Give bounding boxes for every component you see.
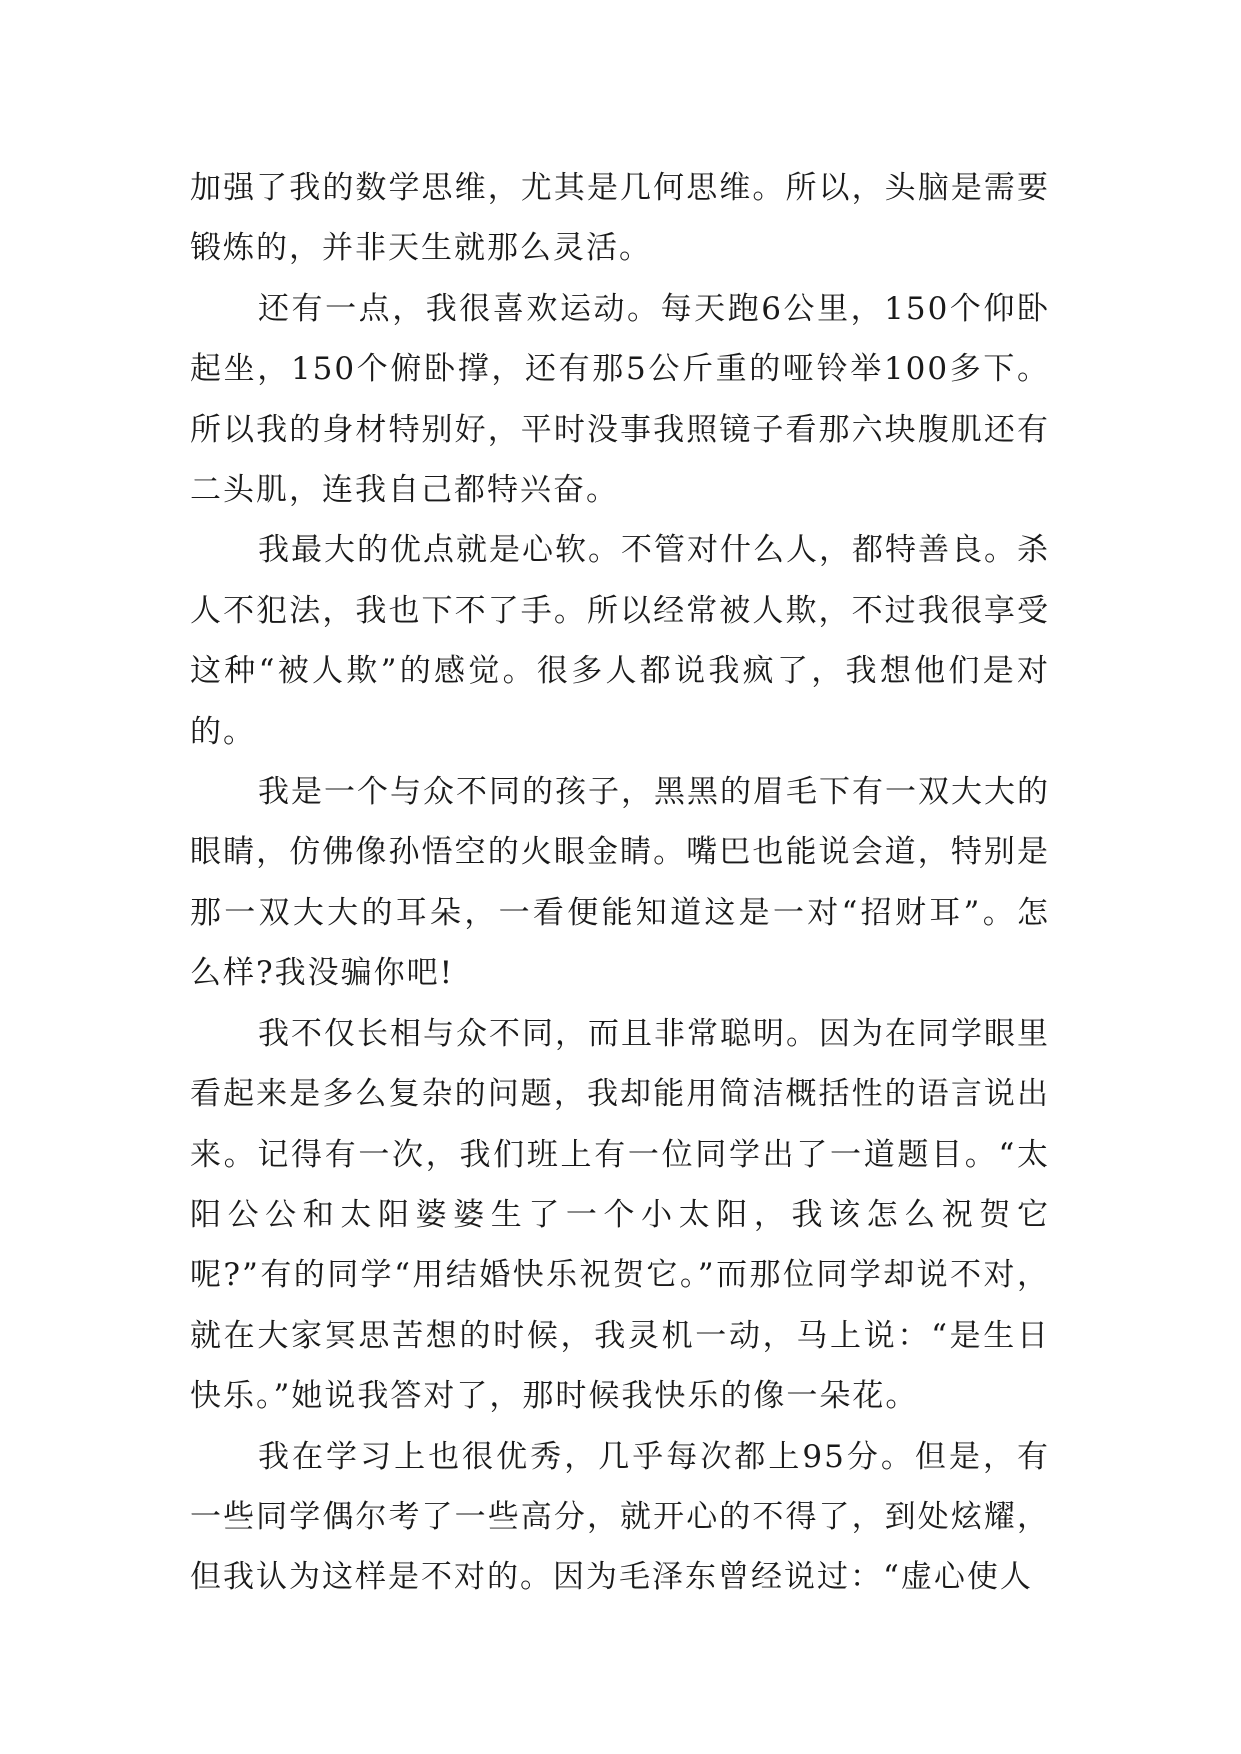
paragraph-4: 我是一个与众不同的孩子，黑黑的眉毛下有一双大大的眼睛，仿佛像孙悟空的火眼金睛。嘴巴也能说会道，特别是那一双大大的耳朵，一看便能知道这是一对“招财耳”。怎么样?我没骗你吧! (190, 774, 1050, 992)
document-body (190, 158, 1050, 1608)
paragraph-6: 我在学习上也很优秀，几乎每次都上95分。但是，有一些同学偶尔考了一些高分，就开心的不得了，到处炫耀，但我认为这样是不对的。因为毛泽东曾经说过：“虚心使人 (190, 1438, 1050, 1596)
paragraph-5: 我不仅长相与众不同，而且非常聪明。因为在同学眼里看起来是多么复杂的问题，我却能用简洁概括性的语言说出来。记得有一次，我们班上有一位同学出了一道题目。“太阳公公和太阳婆婆生了一个小太阳，我该怎么祝贺它呢?”有的同学“用结婚快乐祝贺它。”而那位同学却说不对，就在大家冥思苦想的时候，我灵机一动，马上说：“是生日快乐。”她说我答对了，那时候我快乐的像一朵花。 (190, 1015, 1050, 1415)
paragraph-3: 我最大的优点就是心软。不管对什么人，都特善良。杀人不犯法，我也下不了手。所以经常被人欺，不过我很享受这种“被人欺”的感觉。很多人都说我疯了，我想他们是对的。 (190, 532, 1050, 750)
paragraph-2: 还有一点，我很喜欢运动。每天跑6公里，150个仰卧起坐，150个俯卧撑，还有那5公斤重的哑铃举100多下。所以我的身材特别好，平时没事我照镜子看那六块腹肌还有二头肌，连我自己都特兴奋。 (190, 290, 1050, 509)
paragraph-1: 加强了我的数学思维，尤其是几何思维。所以，头脑是需要锻炼的，并非天生就那么灵活。 (190, 170, 1050, 267)
